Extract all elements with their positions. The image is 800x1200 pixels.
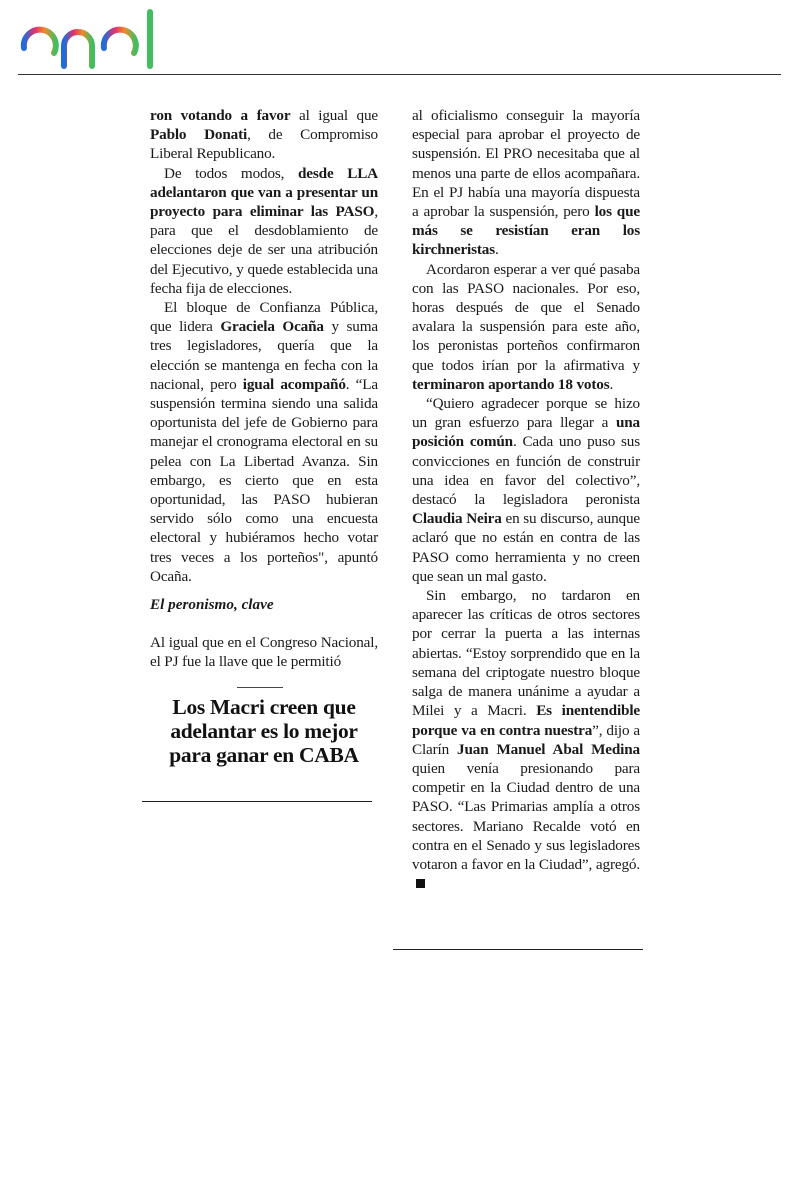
article-end-mark (416, 879, 425, 888)
paragraph (412, 394, 640, 586)
text: . “La suspensión termina siendo una salida oportunista del jefe de Gobierno para manejar el cronograma electoral en su pelea con La Libertad Avanza. Sin embargo, es cierto que en esta oportunidad, las PASO hubieran servido sólo como una encuesta electoral y hubiéramos hecho votar tres veces a los porteños", apuntó Ocaña. (150, 375, 378, 585)
text: De todos modos, (164, 164, 298, 182)
text: ”, dijo a Clarín (412, 721, 640, 758)
text: Sin embargo, no tardaron en aparecer las críticas de otros sectores por cerrar la puerta a las internas abiertas. “Estoy sorprendido que en la semana del criptogate nuestro bloque salga de manera unánime a ayudar a Milei y a Macri. (412, 587, 640, 720)
text: . Cada uno puso sus convicciones en función de construir una idea en favor del colectivo”, destacó la legisladora peronista (412, 433, 640, 509)
bold-text: terminaron aportando 18 votos (412, 375, 610, 393)
bold-text: una posición común (412, 414, 640, 451)
column-end-rule (142, 801, 372, 802)
paragraph (150, 106, 378, 164)
bold-text: Pablo Donati (150, 126, 248, 144)
enel-logo-graphic (18, 8, 173, 70)
text: . (495, 241, 499, 259)
section-subhead: El peronismo, clave (150, 596, 274, 613)
text: quien venía presionando para competir en la Ciudad dentro de una PASO. “Las Primarias amplía a otros sectores. Mariano Recalde votó en contra en el Senado y sus legisladores votaron a favor en la Ciudad”, agregó. (412, 759, 640, 873)
text: El bloque de Confianza Pública, que lidera (150, 299, 378, 336)
article-column-1 (150, 106, 378, 586)
column-end-rule (393, 949, 643, 950)
pull-quote: Los Macri creen que adelantar es lo mejor para ganar en CABA (169, 695, 359, 767)
bold-text: desde LLA adelantaron que van a presentar un proyecto para eliminar las PASO (150, 164, 378, 221)
text: Acordaron esperar a ver qué pasaba con las PASO nacionales. Por eso, horas después de que el Senado avalara la suspensión para este año, los peronistas porteños confirmaron que todos irían por la afirmativa y (412, 260, 640, 374)
pull-quote-rule (237, 687, 283, 688)
bold-text: Graciela Ocaña (220, 318, 324, 336)
bold-text: Claudia Neira (412, 510, 502, 528)
bold-text: ron votando a favor (150, 107, 291, 124)
bold-text: Es inentendible porque va en contra nuestra (412, 702, 641, 739)
header-divider (18, 74, 781, 75)
paragraph (412, 106, 640, 260)
bold-text: Juan Manuel Abal Medina (457, 740, 640, 758)
text: “Quiero agradecer porque se hizo un gran esfuerzo para llegar a (412, 395, 640, 432)
bold-text: igual acompañó (242, 375, 346, 393)
text: , para que el desdoblamiento de elecciones deje de ser una atribución del Ejecutivo, y quede establecida una fecha fija de elecciones. (150, 203, 378, 297)
paragraph (412, 260, 640, 394)
text: en su discurso, aunque aclaró que no están en contra de las PASO como herramienta y no creen que sean un mal gasto. (412, 510, 640, 585)
text: . (609, 375, 614, 393)
bold-text: los que más se resistían eran los kirchneristas (412, 203, 640, 259)
paragraph (150, 298, 378, 586)
text: al igual que (290, 107, 378, 124)
paragraph (412, 586, 640, 893)
text: y suma tres legisladores, quería que la elección se mantenga en fecha con la nacional, pero (150, 318, 378, 393)
paragraph: Al igual que en el Congreso Nacional, el PJ fue la llave que le permitió (150, 634, 378, 671)
enel-logo (18, 8, 173, 70)
article-column-1-continued (150, 633, 378, 671)
paragraph (150, 164, 378, 298)
text: al oficialismo conseguir la mayoría especial para aprobar el proyecto de suspensión. El PRO necesitaba que al menos una parte de ellos acompañara. En el PJ había una mayoría dispuesta a aprobar la suspensión, pero (412, 107, 640, 221)
text: , de Compromiso Liberal Republicano. (150, 126, 378, 163)
article-column-2 (412, 106, 640, 893)
